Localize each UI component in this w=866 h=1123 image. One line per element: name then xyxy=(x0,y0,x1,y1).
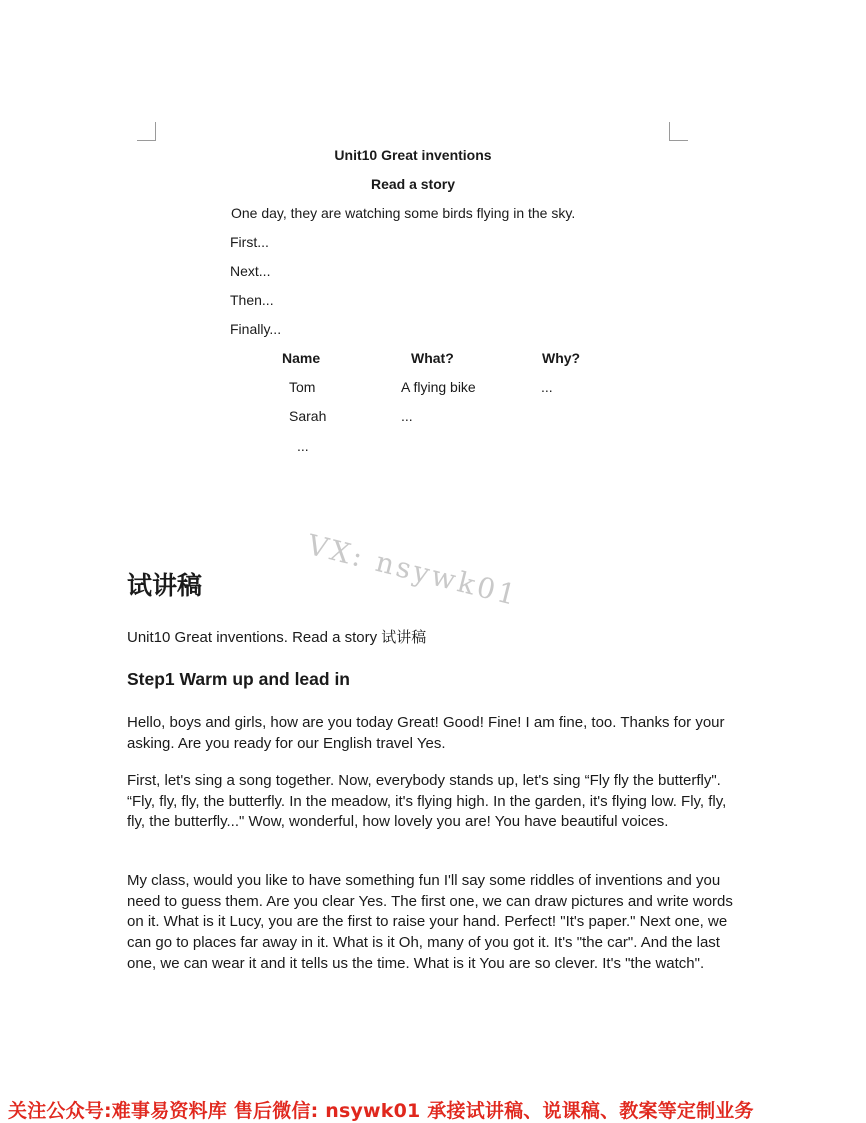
story-step-next: Next... xyxy=(230,263,271,279)
table-cell: A flying bike xyxy=(401,379,476,395)
margin-mark-top-right xyxy=(669,122,688,141)
story-intro: One day, they are watching some birds flying in the sky. xyxy=(231,205,576,221)
table-cell: ... xyxy=(297,438,309,454)
script-heading: 试讲稿 xyxy=(127,571,203,600)
story-step-then: Then... xyxy=(230,292,274,308)
script-subtitle: Unit10 Great inventions. Read a story 试讲稿 xyxy=(127,629,427,646)
table-header-why: Why? xyxy=(542,350,581,366)
step-heading: Step1 Warm up and lead in xyxy=(127,669,350,689)
story-step-first: First... xyxy=(230,234,269,250)
story-subtitle: Read a story xyxy=(370,176,456,192)
table-cell: ... xyxy=(401,408,413,424)
table-header-what: What? xyxy=(411,350,454,366)
table-header-name: Name xyxy=(282,350,321,366)
table-cell: ... xyxy=(541,379,553,395)
table-cell: Sarah xyxy=(289,408,327,424)
paragraph: First, let's sing a song together. Now, everybody stands up, let's sing “Fly fly the butterfly". “Fly, fly, fly, the butterfly. In the meadow, it's flying high. In the garden, it's flying low. Fly, fly, fly, the butterfly..." Wow, wonderful, how lovely you are! You have beautiful voices. xyxy=(127,772,727,831)
story-step-finally: Finally... xyxy=(230,321,282,337)
watermark: VX: nsywk01 xyxy=(304,528,522,613)
paragraph: Hello, boys and girls, how are you today Great! Good! Fine! I am fine, too. Thanks for your asking. Are you ready for our English travel Yes. xyxy=(127,714,725,752)
footer-banner: 关注公众号:难事易资料库 售后微信: nsywk01 承接试讲稿、说课稿、教案等定制业务 xyxy=(8,1100,754,1122)
margin-mark-top-left xyxy=(137,122,156,141)
story-title: Unit10 Great inventions xyxy=(334,147,492,163)
paragraph: My class, would you like to have something fun I'll say some riddles of inventions and you need to guess them. Are you clear Yes. The first one, we can draw pictures and write words on it. What is it Lucy, you are the first to raise your hand. Perfect! "It's paper." Next one, we can go to places far away in it. What is it Oh, many of you got it. It's "the car". And the last one, we can wear it and it tells us the time. What is it You are so clever. It's "the watch". xyxy=(127,872,733,972)
table-cell: Tom xyxy=(289,379,316,395)
